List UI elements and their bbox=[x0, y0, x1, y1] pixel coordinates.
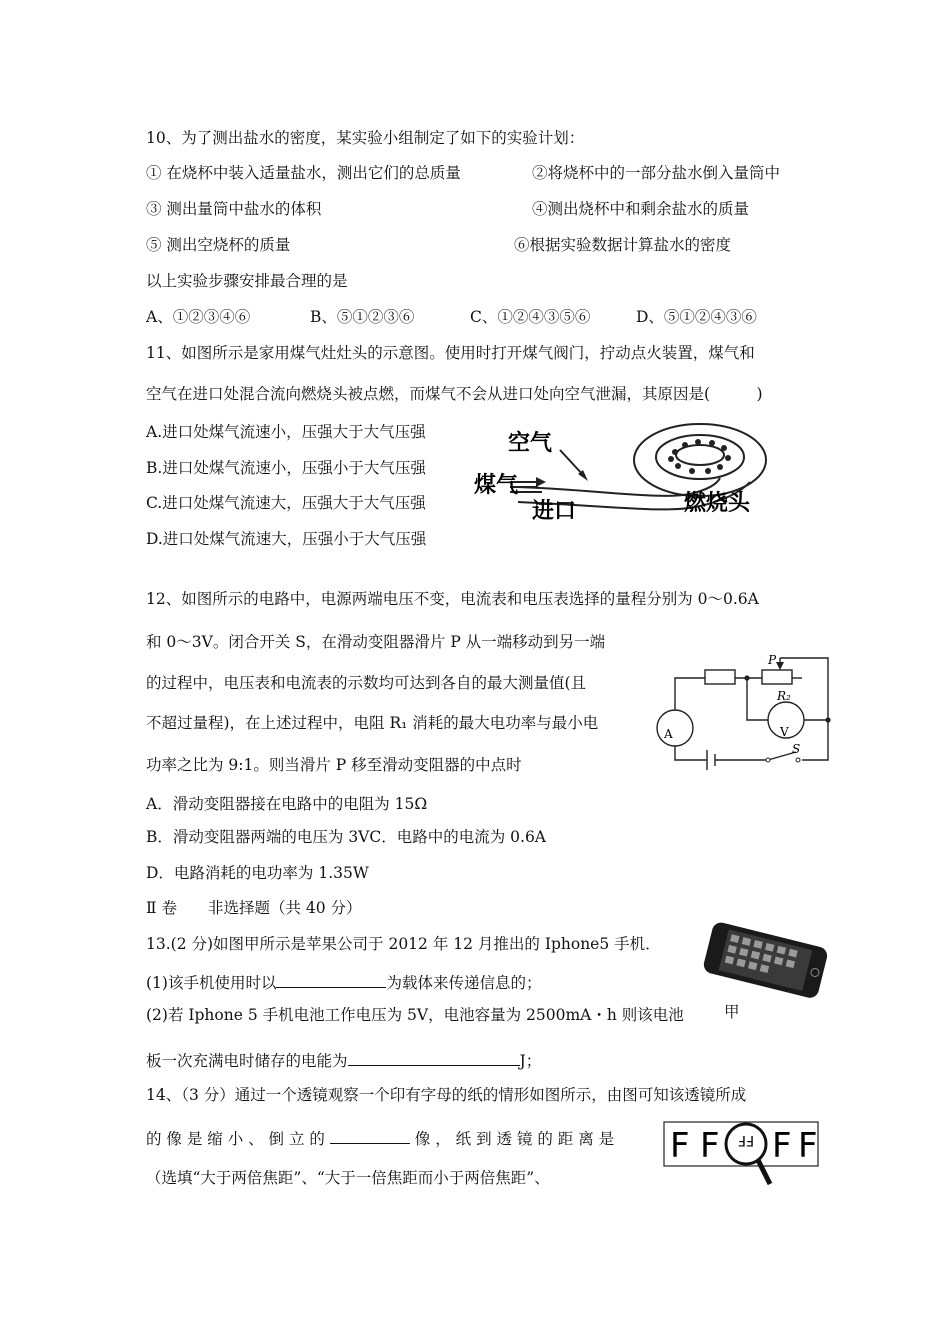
q14-stem-line-2 bbox=[146, 1127, 614, 1149]
q10-step-6: ⑥根据实验数据计算盐水的密度 bbox=[514, 236, 732, 254]
q11-option-a: A.进口处煤气流速小，压强大于大气压强 bbox=[146, 423, 426, 441]
q13-part-3-suffix: J； bbox=[519, 1052, 542, 1070]
q10-stem: 10、为了测出盐水的密度，某实验小组制定了如下的实验计划： bbox=[146, 129, 585, 147]
label-burner: 燃烧头 bbox=[684, 491, 751, 516]
q13-part-3-prefix: 板一次充满电时储存的电能为 bbox=[146, 1052, 348, 1070]
q14-answer-blank-1[interactable] bbox=[330, 1127, 410, 1144]
gas-burner-diagram bbox=[470, 410, 800, 530]
q12-option-d: D．电路消耗的电功率为 1.35W bbox=[146, 864, 369, 882]
label-r2: R₂ bbox=[777, 689, 791, 703]
q10-option-b: B、⑤①②③⑥ bbox=[310, 308, 415, 326]
q14-stem-line-1: 14、（3 分）通过一个透镜观察一个印有字母的纸的情形如图所示，由图可知该透镜所成 bbox=[146, 1086, 747, 1104]
q12-stem-line-4: 不超过量程)，在上述过程中，电阻 R₁ 消耗的最大电功率与最小电 bbox=[146, 714, 599, 732]
q13-part-3 bbox=[146, 1049, 541, 1071]
q11-option-c: C.进口处煤气流速大，压强大于大气压强 bbox=[146, 494, 426, 512]
label-inlet: 进口 bbox=[532, 499, 577, 524]
label-gas: 煤气 bbox=[474, 473, 519, 498]
q13-part-1-suffix: 为载体来传递信息的； bbox=[386, 974, 542, 992]
lens-letters-figure bbox=[662, 1118, 822, 1190]
inverted-image-ff: FF bbox=[737, 1132, 755, 1148]
q12-stem-line-3: 的过程中，电压表和电流表的示数均可达到各自的最大测量值(且 bbox=[146, 674, 587, 692]
phone-image bbox=[695, 918, 835, 998]
q10-step-3: ③ 测出量筒中盐水的体积 bbox=[146, 200, 322, 218]
circuit-diagram bbox=[650, 648, 840, 778]
figure-label-jia: 甲 bbox=[724, 1003, 740, 1021]
q10-option-d: D、⑤①②④③⑥ bbox=[636, 308, 757, 326]
label-voltmeter: V bbox=[780, 725, 789, 739]
q14-stem-line-3: （选填“大于两倍焦距”、“大于一倍焦距而小于两倍焦距”、 bbox=[146, 1169, 550, 1187]
q10-option-a: A、①②③④⑥ bbox=[146, 308, 251, 326]
label-switch: S bbox=[792, 742, 801, 756]
q13-part-2: (2)若 Iphone 5 手机电池工作电压为 5V，电池容量为 2500mA・h 则该电池 bbox=[146, 1006, 684, 1024]
q14-line-2-suffix: 像 ， 纸 到 透 镜 的 距 离 是 bbox=[414, 1130, 615, 1148]
q11-option-d: D.进口处煤气流速大，压强小于大气压强 bbox=[146, 530, 427, 548]
q11-option-b: B.进口处煤气流速小，压强小于大气压强 bbox=[146, 459, 426, 477]
q10-question: 以上实验步骤安排最合理的是 bbox=[146, 272, 348, 290]
letter-f-2: F bbox=[700, 1126, 720, 1166]
q13-stem: 13.(2 分)如图甲所示是苹果公司于 2012 年 12 月推出的 Iphone5 手机． bbox=[146, 935, 661, 953]
letter-f-1: F bbox=[670, 1126, 690, 1166]
q11-stem-line-1: 11、如图所示是家用煤气灶灶头的示意图。使用时打开煤气阀门，拧动点火装置，煤气和 bbox=[146, 344, 755, 362]
q10-step-5: ⑤ 测出空烧杯的质量 bbox=[146, 236, 291, 254]
letter-f-3: F bbox=[772, 1126, 792, 1166]
q12-stem-line-2: 和 0～3V。闭合开关 S，在滑动变阻器滑片 P 从一端移动到另一端 bbox=[146, 633, 606, 651]
letter-f-4: F bbox=[798, 1126, 818, 1166]
q13-part-1 bbox=[146, 971, 541, 993]
q12-option-b: B．滑动变阻器两端的电压为 3VC．电路中的电流为 0.6A bbox=[146, 828, 547, 846]
q13-answer-blank-2[interactable] bbox=[348, 1049, 520, 1066]
label-ammeter: A bbox=[664, 727, 673, 741]
q10-step-4: ④测出烧杯中和剩余盐水的质量 bbox=[532, 200, 750, 218]
q12-stem-line-5: 功率之比为 9:1。则当滑片 P 移至滑动变阻器的中点时 bbox=[146, 756, 522, 774]
label-air: 空气 bbox=[508, 431, 553, 456]
label-p: P bbox=[768, 653, 777, 667]
q13-answer-blank-1[interactable] bbox=[276, 971, 386, 988]
q10-step-2: ②将烧杯中的一部分盐水倒入量筒中 bbox=[532, 164, 781, 182]
q12-stem-line-1: 12、如图所示的电路中，电源两端电压不变，电流表和电压表选择的量程分别为 0～0.6A bbox=[146, 590, 759, 608]
part2-title: Ⅱ 卷 非选择题（共 40 分） bbox=[146, 899, 362, 917]
q14-line-2-prefix: 的 像 是 缩 小 、 倒 立 的 bbox=[146, 1130, 325, 1148]
q13-part-1-prefix: (1)该手机使用时以 bbox=[146, 974, 277, 992]
q11-stem-line-2: 空气在进口处混合流向燃烧头被点燃，而煤气不会从进口处向空气泄漏，其原因是( ) bbox=[146, 385, 763, 403]
q10-step-1: ① 在烧杯中装入适量盐水，测出它们的总质量 bbox=[146, 164, 461, 182]
q12-option-a: A．滑动变阻器接在电路中的电阻为 15Ω bbox=[146, 795, 428, 813]
q10-option-c: C、①②④③⑤⑥ bbox=[470, 308, 591, 326]
